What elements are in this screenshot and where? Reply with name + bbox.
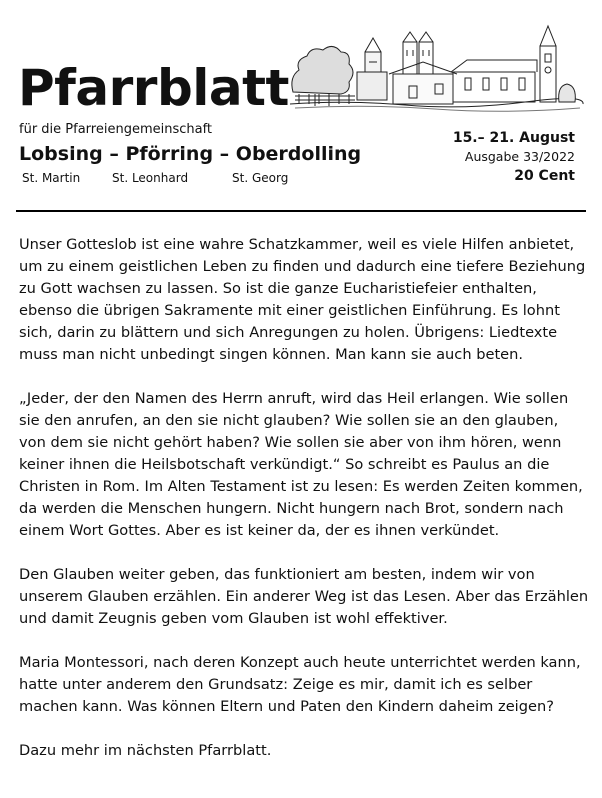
subtitle: für die Pfarreiengemeinschaft xyxy=(19,122,213,137)
article-body xyxy=(19,234,589,784)
paragraph-closing: Dazu mehr im nächsten Pfarrblatt. xyxy=(19,742,272,759)
saint-georg: St. Georg xyxy=(232,171,289,185)
price: 20 Cent xyxy=(514,168,575,184)
paragraph-gotteslob: Unser Gotteslob ist eine wahre Schatzkammer, weil es viele Hilfen anbietet, um zu einem geistlichen Leben zu finden und dadurch eine tiefere Beziehung zu Gott wachsen zu lassen. So ist die ganze Eucharistiefeier enthalten, ebenso die übrigen Sakramente mit einer geistlichen Einführung. Es lohnt sich, darin zu blättern und sich Anregungen zu holen. Übrigens: Liedtexte muss man nicht unbedingt singen können. Man kann sie auch beten. xyxy=(19,236,586,363)
header-divider xyxy=(16,210,586,212)
issue-number: Ausgabe 33/2022 xyxy=(464,149,575,164)
date-range: 15.– 21. August xyxy=(452,130,575,146)
parish-names: Lobsing – Pförring – Oberdolling xyxy=(19,143,362,165)
saint-leonhard: St. Leonhard xyxy=(112,171,189,185)
paragraph-paulus-quote: „Jeder, der den Namen des Herrn anruft, wird das Heil erlangen. Wie sollen sie den anrufen, an den sie nicht glauben? Wie sollen sie an den glauben, von dem sie nicht gehört haben? Wie sollen sie aber von ihm hören, wenn keiner ihnen die Heilsbotschaft verkündigt.“ So schreibt es Paulus an die Christen in Rom. Im Alten Testament ist zu lesen: Es werden Zeiten kommen, da werden die Menschen hungern. Nicht hungern nach Brot, sondern nach einem Wort Gottes. Aber es ist keiner da, der es ihnen verkündet. xyxy=(19,390,583,539)
church-illustration xyxy=(285,22,585,112)
issue-info xyxy=(453,128,575,186)
patron-saints xyxy=(22,171,322,187)
newsletter-title: Pfarrblatt xyxy=(18,59,289,117)
saint-martin: St. Martin xyxy=(22,171,81,185)
paragraph-glauben-weitergeben: Den Glauben weiter geben, das funktioniert am besten, indem wir von unserem Glauben erzählen. Ein anderer Weg ist das Lesen. Aber das Erzählen und damit Zeugnis geben vom Glauben ist wohl effektiver. xyxy=(19,566,589,627)
paragraph-montessori: Maria Montessori, nach deren Konzept auch heute unterrichtet werden kann, hatte unter anderem den Grundsatz: Zeige es mir, damit ich es selber machen kann. Was können Eltern und Paten den Kindern daheim zeigen? xyxy=(19,654,581,715)
